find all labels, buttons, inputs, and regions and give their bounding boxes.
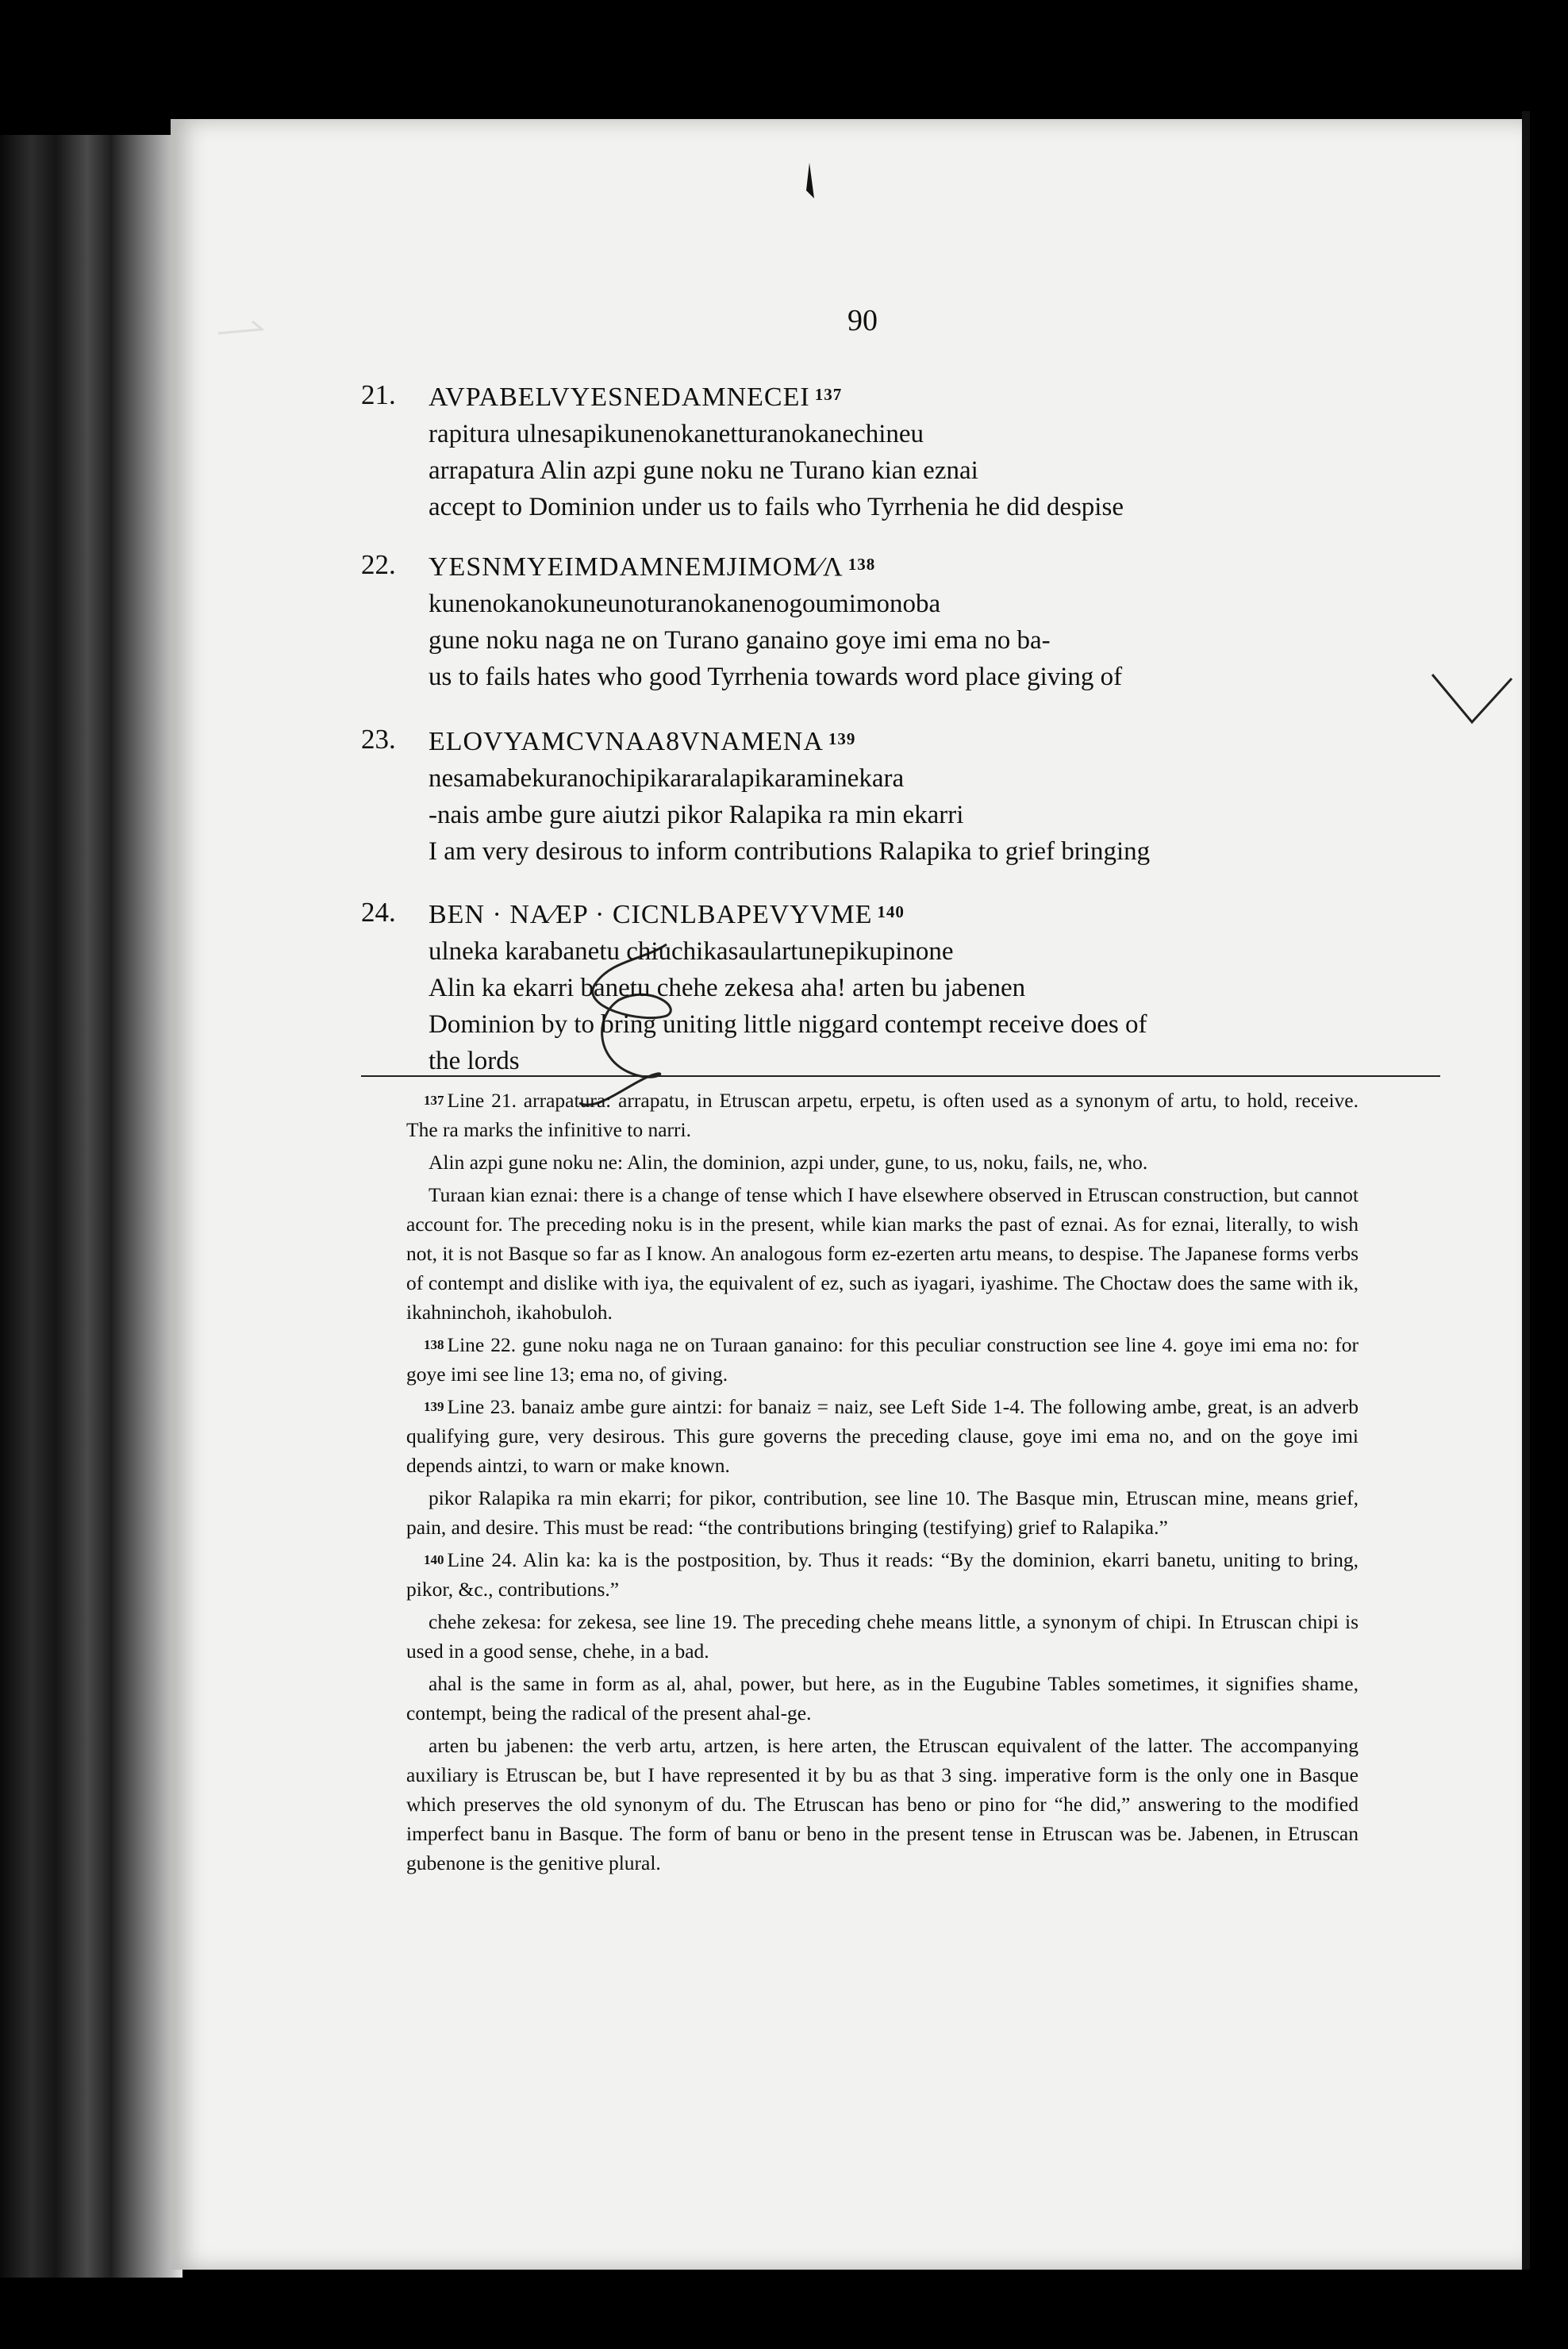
footnote-text: Turaan kian eznai: there is a change of tense which I have elsewhere observed in Etruscan construction, but cannot account for. The preceding noku is in the present, while kian marks the past of eznai. As for eznai, literally, to wish not, it is not Basque so far as I know. An analogous form ez-ezerten artu means, to despise. The Japanese forms verbs of contempt and dislike with iya, the equivalent of ez, such as iyagari, iyashime. The Choctaw does the same with ik, ikahninchoh, ikahobuloh. <box>406 1183 1359 1324</box>
footnote <box>406 1669 1359 1728</box>
footnote-text: chehe zekesa: for zekesa, see line 19. The preceding chehe means little, a synonym of chipi. In Etruscan chipi is used in a good sense, chehe, in a bad. <box>406 1610 1359 1663</box>
footnote <box>406 1545 1359 1604</box>
entry-number: 21. <box>361 379 396 410</box>
book-binding-gutter <box>0 135 183 2278</box>
etruscan-text: ELOVYAMCVNAA8VNAMENA <box>429 727 824 756</box>
footnote <box>406 1731 1359 1878</box>
footnote <box>406 1330 1359 1389</box>
basque-reading: -nais ambe gure aiutzi pikor Ralapika ra min ekarri <box>429 801 964 829</box>
footnote <box>406 1392 1359 1480</box>
footnote-text: ahal is the same in form as al, ahal, power, but here, as in the Eugubine Tables sometimes, it signifies shame, contempt, being the radical of the present ahal-ge. <box>406 1672 1359 1724</box>
etruscan-text: BEN · NA∕EP · CICNLBAPEVYVME <box>429 900 873 929</box>
inscription-entry <box>361 379 1452 525</box>
footnote-text: arten bu jabenen: the verb artu, artzen, is here arten, the Etruscan equivalent of the latter. The accompanying auxiliary is Etruscan be, but I have represented it by bu as that 3 sing. imperative form is the only one in Basque which preserves the old synonym of du. The Etruscan has beno or pino for “he did,” answering to the modified imperfect banu in Basque. The form of banu or beno in the present tense in Etruscan was be. Jabenen, in Etruscan gubenone is the genitive plural. <box>406 1734 1359 1874</box>
etruscan-line <box>429 724 1452 760</box>
etruscan-line <box>429 549 1452 586</box>
footnote-mark: 138 <box>424 1337 444 1352</box>
footnote-ref: 137 <box>814 385 843 404</box>
footnotes <box>406 1086 1359 1881</box>
english-translation: us to fails hates who good Tyrrhenia towards word place giving of <box>429 663 1123 691</box>
footnote-text: Line 22. gune noku naga ne on Turaan ganaino: for this peculiar construction see line 4. goye imi ema no: for goye imi see line 13; ema no, of giving. <box>406 1333 1359 1386</box>
footnote <box>406 1483 1359 1542</box>
footnote-rule <box>361 1075 1440 1077</box>
basque-reading: Alin ka ekarri banetu chehe zekesa aha! arten bu jabenen <box>429 974 1026 1002</box>
footnote-text: Line 24. Alin ka: ka is the postposition, by. Thus it reads: “By the dominion, ekarri banetu, uniting to bring, pikor, &c., contributions.” <box>406 1548 1359 1601</box>
inscription-entry <box>361 897 1452 1079</box>
footnote-ref: 140 <box>877 902 905 921</box>
entry-number: 22. <box>361 549 396 580</box>
basque-transliteration: rapitura ulnesapikunenokanetturanokanechineu <box>429 420 924 448</box>
footnote-text: Line 21. arrapatura: arrapatu, in Etruscan arpetu, erpetu, is often used as a synonym of artu, to hold, receive. The ra marks the infinitive to narri. <box>406 1089 1359 1141</box>
etruscan-text: AVPABELVYESNEDAMNECEI <box>429 383 810 412</box>
footnote <box>406 1086 1359 1144</box>
footnote-mark: 139 <box>424 1399 444 1414</box>
basque-transliteration: nesamabekuranochipikararalapikaraminekara <box>429 764 905 793</box>
footnote-ref: 138 <box>847 555 876 574</box>
footnote-mark: 137 <box>424 1093 444 1108</box>
footnote <box>406 1148 1359 1177</box>
etruscan-line <box>429 897 1452 933</box>
footnote-mark: 140 <box>424 1552 444 1567</box>
page-edge-shadow <box>1522 111 1530 2270</box>
basque-reading: gune noku naga ne on Turano ganaino goye imi ema no ba- <box>429 626 1051 655</box>
entry-number: 23. <box>361 724 396 755</box>
etruscan-line <box>429 379 1452 416</box>
basque-transliteration: kunenokanokuneunoturanokanenogoumimonoba <box>429 590 941 618</box>
footnote <box>406 1180 1359 1327</box>
english-translation: I am very desirous to inform contributions Ralapika to grief bringing <box>429 837 1151 866</box>
english-translation: accept to Dominion under us to fails who Tyrrhenia he did despise <box>429 493 1124 521</box>
footnote-text: Line 23. banaiz ambe gure aintzi: for banaiz = naiz, see Left Side 1-4. The following ambe, great, is an adverb qualifying gure, very desirous. This gure governs the preceding clause, goye imi ema no, and on the goye imi depends aintzi, to warn or make known. <box>406 1395 1359 1477</box>
footnote <box>406 1607 1359 1666</box>
english-translation: Dominion by to bring uniting little niggard contempt receive does of <box>429 1010 1147 1039</box>
footnote-text: Alin azpi gune noku ne: Alin, the dominion, azpi under, gune, to us, noku, fails, ne, who. <box>429 1151 1148 1174</box>
entry-number: 24. <box>361 897 396 928</box>
basque-reading: arrapatura Alin azpi gune noku ne Turano kian eznai <box>429 456 978 485</box>
footnote-ref: 139 <box>828 729 856 748</box>
inscription-entry <box>361 724 1452 870</box>
footnote-text: pikor Ralapika ra min ekarri; for pikor, contribution, see line 10. The Basque min, Etruscan mine, means grief, pain, and desire. This must be read: “the contributions bringing (testifying) grief to Ralapika.” <box>406 1486 1359 1539</box>
english-translation-continued: the lords <box>429 1047 520 1075</box>
page-number: 90 <box>847 304 878 337</box>
etruscan-text: YESNMYEIMDAMNEMJIMOM∕Λ <box>429 552 844 582</box>
inscription-entry <box>361 549 1452 695</box>
basque-transliteration: ulneka karabanetu chiuchikasaulartunepikupinone <box>429 937 954 966</box>
